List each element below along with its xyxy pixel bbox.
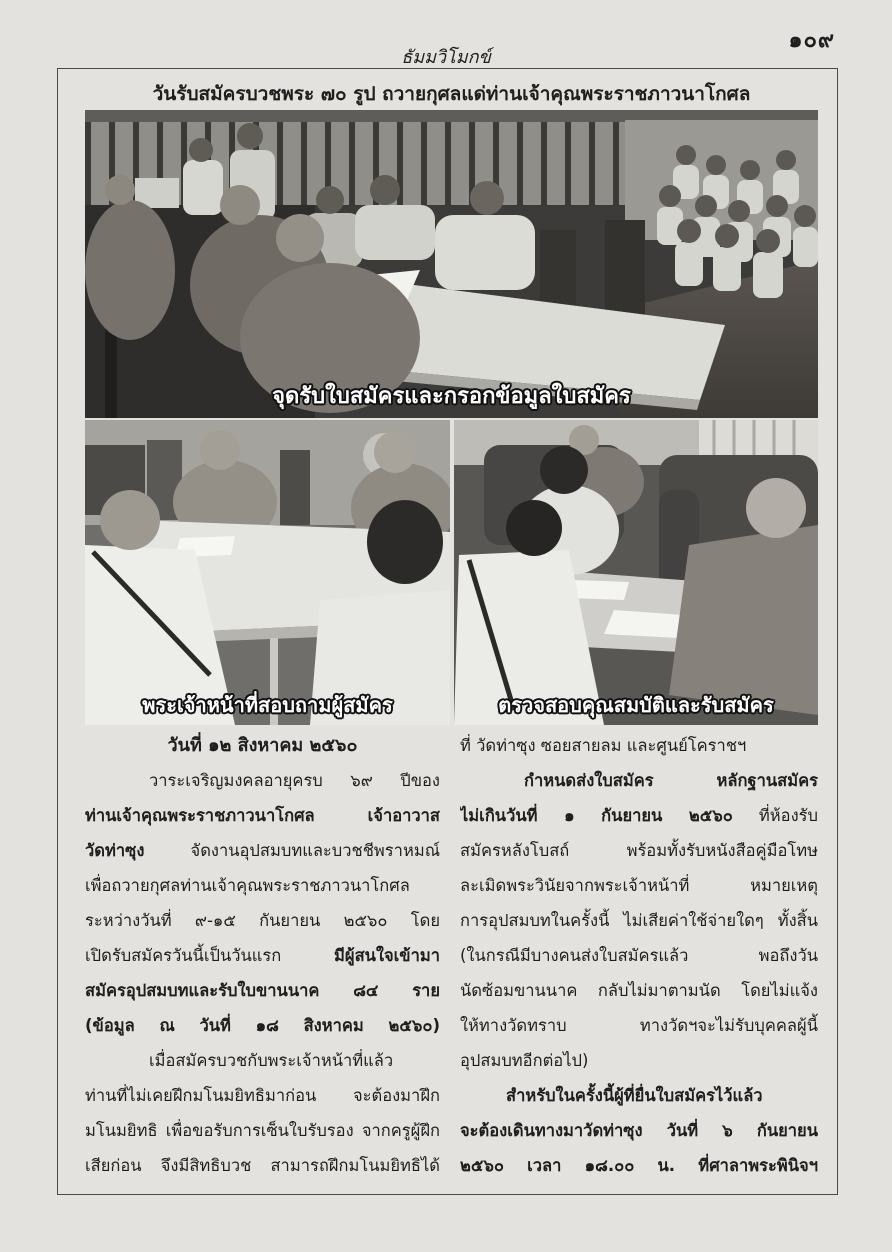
headline: วันรับสมัครบวชพระ ๗๐ รูป ถวายกุศลแด่ท่านเจ้าคุณพระราชภาวนาโกศล: [152, 83, 751, 105]
article-line: [460, 903, 818, 938]
text-run: นัดซ้อมขานนาค กลับไม่มาตามนัด โดยไม่แจ้ง: [460, 981, 818, 1000]
article-line: [85, 1148, 440, 1183]
article-line: [85, 938, 440, 973]
article-line: [460, 798, 818, 833]
publication-name: ธัมมวิโมกข์: [401, 47, 491, 68]
text-run: กำหนดส่งใบสมัคร หลักฐานสมัคร: [524, 771, 818, 790]
text-run: อุปสมบทอีกต่อไป): [460, 1051, 589, 1070]
photo-qualification-check: [454, 420, 818, 725]
article-line: [460, 1043, 818, 1078]
text-run: (ในกรณีมีบางคนส่งใบสมัครแล้ว พอถึงวัน: [460, 946, 818, 965]
article-dateline: วันที่ ๑๒ สิงหาคม ๒๕๖๐: [167, 735, 358, 756]
text-run: ที่ห้องรับ: [732, 806, 818, 825]
photo-application-desk: [85, 110, 818, 418]
photo-caption: พระเจ้าหน้าที่สอบถามผู้สมัคร: [142, 693, 393, 717]
article-column-right: [460, 728, 818, 1183]
text-run: ให้ทางวัดทราบ ทางวัดฯจะไม่รับบุคคลผู้นี้: [460, 1016, 818, 1035]
page-number: ๑๐๙: [788, 28, 835, 53]
article-line: [460, 973, 818, 1008]
article-line: [85, 903, 440, 938]
text-run: จะต้องเดินทางมาวัดท่าซุง วันที่ ๖ กันยายน: [460, 1121, 818, 1140]
photo-caption: จุดรับใบสมัครและกรอกข้อมูลใบสมัคร: [272, 384, 631, 409]
text-run: วาระเจริญมงคลอายุครบ ๖๙ ปีของ: [149, 771, 440, 790]
article-line: [85, 868, 440, 903]
text-run: ท่านเจ้าคุณพระราชภาวนาโกศล เจ้าอาวาส: [85, 806, 440, 825]
text-run: การอุปสมบทในครั้งนี้ ไม่เสียค่าใช้จ่ายใดๆ ทั้งสิ้น: [460, 911, 818, 930]
text-run: ที่ วัดท่าซุง ซอยสายลม และศูนย์โคราชฯ: [460, 736, 747, 755]
text-run: เปิดรับสมัครวันนี้เป็นวันแรก: [85, 946, 335, 965]
text-run: สำหรับในครั้งนี้ผู้ที่ยื่นใบสมัครไว้แล้ว: [506, 1086, 763, 1105]
article-line: [460, 938, 818, 973]
text-run: เมื่อสมัครบวชกับพระเจ้าหน้าที่แล้ว: [149, 1051, 394, 1070]
article-line: [85, 763, 440, 798]
text-run: สมัครอุปสมบทและรับใบขานนาค ๘๔ ราย: [85, 981, 440, 1000]
article-line: [460, 1008, 818, 1043]
article-line: [85, 1043, 440, 1078]
text-run: มีผู้สนใจเข้ามา: [334, 946, 440, 965]
text-run: สมัครหลังโบสถ์ พร้อมทั้งรับหนังสือคู่มือโทษ: [460, 841, 818, 860]
text-run: ระหว่างวันที่ ๙-๑๕ กันยายน ๒๕๖๐ โดย: [85, 911, 440, 930]
article-line: [460, 1078, 818, 1113]
text-run: ๒๕๖๐ เวลา ๑๘.๐๐ น. ที่ศาลาพระพินิจฯ: [460, 1156, 818, 1175]
text-run: ท่านที่ไม่เคยฝึกมโนมยิทธิมาก่อน จะต้องมาฝึก: [85, 1086, 440, 1105]
article-column-left: [85, 728, 440, 1183]
photo-application-desk-image: [85, 110, 818, 418]
text-run: เสียก่อน จึงมีสิทธิบวช สามารถฝึกมโนมยิทธิได้: [85, 1156, 440, 1175]
article-line: [460, 868, 818, 903]
article-line: [85, 1078, 440, 1113]
article-line: [460, 1148, 818, 1183]
article-line: [85, 833, 440, 868]
article-line: [460, 728, 818, 763]
text-run: จัดงานอุปสมบทและบวชชีพราหมณ์: [144, 841, 440, 860]
article-line: [460, 833, 818, 868]
text-run: เพื่อถวายกุศลท่านเจ้าคุณพระราชภาวนาโกศล: [85, 876, 410, 895]
article-line: [85, 1008, 440, 1043]
photo-monk-interviewing-applicant: [85, 420, 450, 725]
text-run: ไม่เกินวันที่ ๑ กันยายน ๒๕๖๐: [460, 806, 733, 825]
text-run: มโนมยิทธิ เพื่อขอรับการเซ็นใบรับรอง จากครูผู้ฝึก: [85, 1121, 440, 1140]
article-line: [85, 973, 440, 1008]
article-line: [460, 763, 818, 798]
article-line: [460, 1113, 818, 1148]
text-run: (ข้อมูล ณ วันที่ ๑๘ สิงหาคม ๒๕๖๐): [85, 1016, 440, 1035]
photo-caption: ตรวจสอบคุณสมบัติและรับสมัคร: [498, 693, 774, 717]
text-run: วัดท่าซุง: [85, 841, 145, 860]
text-run: ละเมิดพระวินัยจากพระเจ้าหน้าที่ หมายเหตุ: [460, 876, 818, 895]
article-line: [85, 798, 440, 833]
photo-qualification-check-image: [454, 420, 818, 725]
photo-monk-interviewing-applicant-image: [85, 420, 450, 725]
article-line: [85, 1113, 440, 1148]
